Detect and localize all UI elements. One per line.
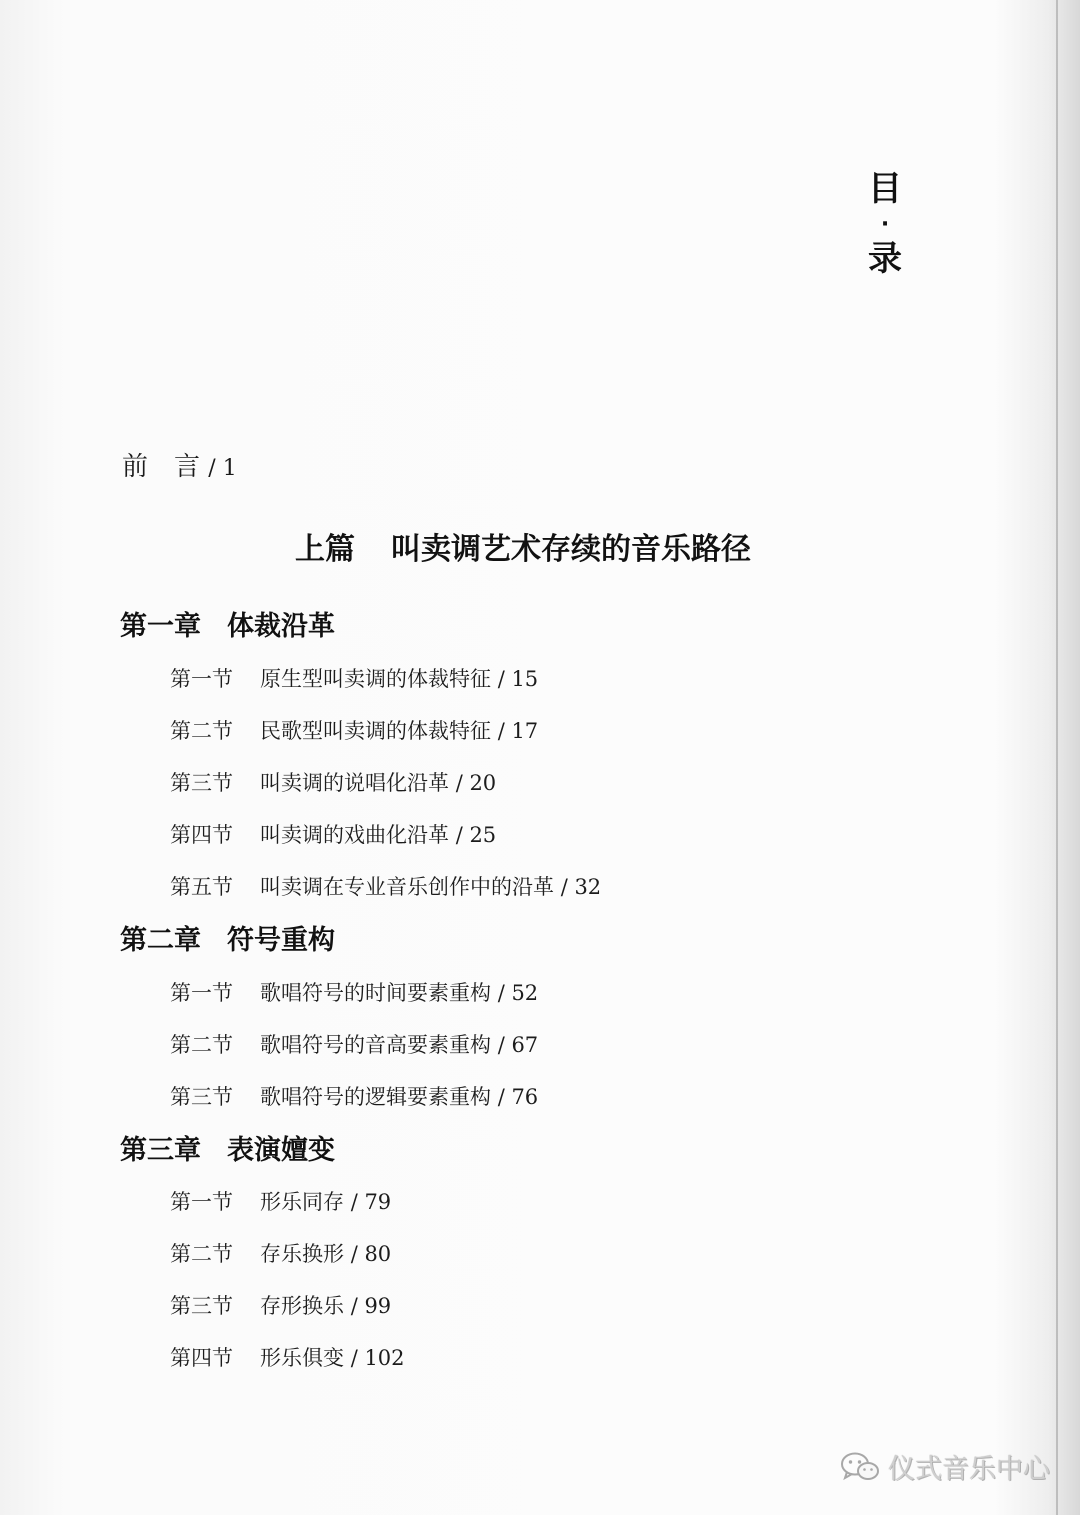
section-title: 存乐换形 bbox=[260, 1242, 344, 1266]
section-page: / 102 bbox=[350, 1346, 405, 1370]
toc-entry[interactable] bbox=[170, 1342, 405, 1372]
toc-entry[interactable] bbox=[170, 1186, 391, 1216]
section-label: 第五节 bbox=[170, 875, 233, 899]
section-title: 原生型叫卖调的体裁特征 bbox=[260, 667, 491, 691]
toc-heading-top: 目 bbox=[868, 169, 902, 209]
section-page: / 15 bbox=[497, 667, 539, 691]
section-title: 形乐俱变 bbox=[260, 1346, 344, 1370]
section-title: 存形换乐 bbox=[260, 1294, 344, 1318]
section-page: / 79 bbox=[350, 1190, 392, 1214]
section-label: 第四节 bbox=[170, 823, 233, 847]
chapter-title: 体裁沿革 bbox=[227, 611, 335, 642]
section-label: 第四节 bbox=[170, 1346, 233, 1370]
section-title: 形乐同存 bbox=[260, 1190, 344, 1214]
toc-heading-bottom: 录 bbox=[868, 239, 902, 279]
section-page: / 20 bbox=[455, 771, 497, 795]
section-title: 叫卖调的说唱化沿革 bbox=[260, 771, 449, 795]
part-name: 叫卖调艺术存续的音乐路径 bbox=[391, 532, 751, 567]
toc-entry[interactable] bbox=[170, 767, 496, 797]
section-title: 歌唱符号的逻辑要素重构 bbox=[260, 1085, 491, 1109]
section-title: 叫卖调的戏曲化沿革 bbox=[260, 823, 449, 847]
section-label: 第三节 bbox=[170, 1085, 233, 1109]
page-edge bbox=[1056, 0, 1058, 1515]
chapter-label: 第三章 bbox=[120, 1135, 201, 1166]
section-label: 第一节 bbox=[170, 667, 233, 691]
section-page: / 76 bbox=[497, 1085, 539, 1109]
section-page: / 80 bbox=[350, 1242, 392, 1266]
wechat-icon bbox=[840, 1451, 880, 1483]
section-label: 第二节 bbox=[170, 1242, 233, 1266]
preface-entry[interactable] bbox=[122, 446, 237, 483]
section-label: 第二节 bbox=[170, 1033, 233, 1057]
chapter-3-heading[interactable] bbox=[120, 1128, 335, 1167]
section-page: / 67 bbox=[497, 1033, 539, 1057]
section-page: / 17 bbox=[497, 719, 539, 743]
section-title: 民歌型叫卖调的体裁特征 bbox=[260, 719, 491, 743]
part-title bbox=[295, 524, 751, 568]
preface-page: / 1 bbox=[208, 456, 237, 481]
section-label: 第三节 bbox=[170, 771, 233, 795]
section-label: 第一节 bbox=[170, 1190, 233, 1214]
toc-entry[interactable] bbox=[170, 1081, 538, 1111]
watermark bbox=[840, 1447, 1050, 1486]
chapter-1-heading[interactable] bbox=[120, 604, 335, 643]
section-label: 第三节 bbox=[170, 1294, 233, 1318]
toc-heading-dot: · bbox=[880, 212, 890, 237]
toc-entry[interactable] bbox=[170, 977, 538, 1007]
section-label: 第二节 bbox=[170, 719, 233, 743]
section-page: / 52 bbox=[497, 981, 539, 1005]
part-prefix: 上篇 bbox=[295, 532, 355, 567]
preface-label-1: 前 bbox=[122, 452, 149, 482]
toc-entry[interactable] bbox=[170, 871, 601, 901]
toc-entry[interactable] bbox=[170, 715, 538, 745]
chapter-title: 表演嬗变 bbox=[227, 1135, 335, 1166]
section-page: / 32 bbox=[560, 875, 602, 899]
chapter-label: 第一章 bbox=[120, 611, 201, 642]
toc-entry[interactable] bbox=[170, 819, 496, 849]
toc-entry[interactable] bbox=[170, 663, 538, 693]
section-page: / 25 bbox=[455, 823, 497, 847]
section-title: 歌唱符号的音高要素重构 bbox=[260, 1033, 491, 1057]
watermark-text: 仪式音乐中心 bbox=[888, 1454, 1050, 1485]
section-title: 叫卖调在专业音乐创作中的沿革 bbox=[260, 875, 554, 899]
preface-label-2: 言 bbox=[174, 452, 201, 482]
section-title: 歌唱符号的时间要素重构 bbox=[260, 981, 491, 1005]
toc-entry[interactable] bbox=[170, 1238, 391, 1268]
toc-entry[interactable] bbox=[170, 1029, 538, 1059]
section-page: / 99 bbox=[350, 1294, 392, 1318]
chapter-title: 符号重构 bbox=[227, 925, 335, 956]
section-label: 第一节 bbox=[170, 981, 233, 1005]
toc-entry[interactable] bbox=[170, 1290, 391, 1320]
chapter-label: 第二章 bbox=[120, 925, 201, 956]
toc-heading bbox=[862, 169, 908, 279]
chapter-2-heading[interactable] bbox=[120, 918, 335, 957]
